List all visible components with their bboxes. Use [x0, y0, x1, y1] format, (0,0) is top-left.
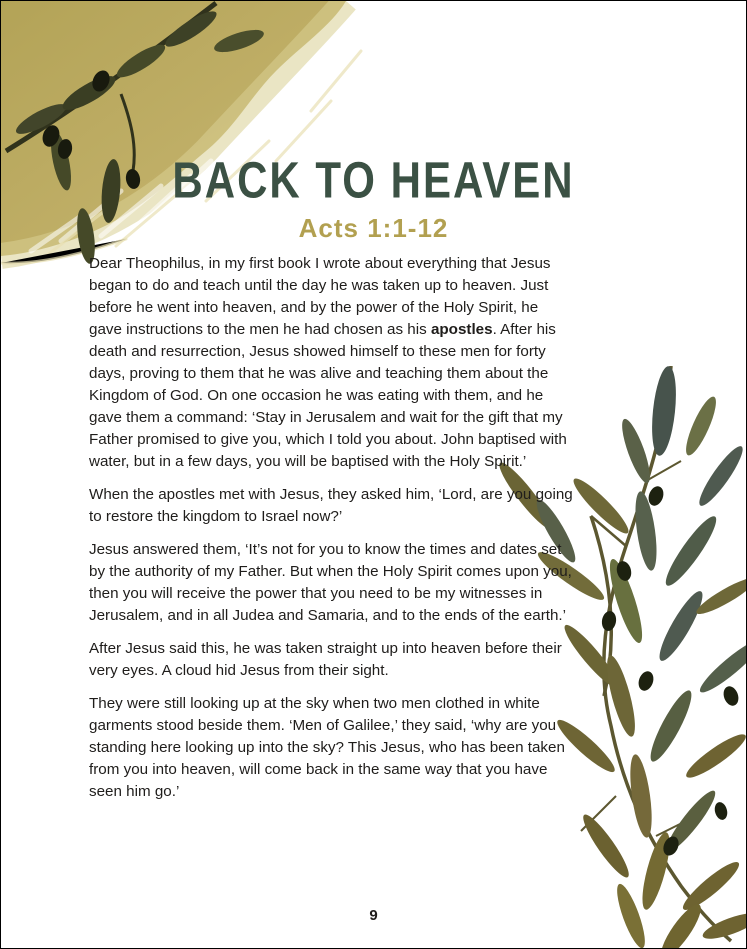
- text-segment: After Jesus said this, he was taken straight up into heaven before their very eyes. A cloud hid Jesus from their sight.: [89, 640, 562, 679]
- text-wrap-spacer: [574, 385, 669, 635]
- text-segment: Jesus answered them, ‘It’s not for you to know the times and dates set by the authority of my Father. But when the Holy Spirit comes upon you, then you will receive the power that you need to be my witnesses in Jerusalem, and in all Judea and Samaria, and to the ends of the earth.’: [89, 541, 572, 624]
- page-header: [1, 151, 746, 244]
- page-footer: [1, 907, 746, 924]
- story-text: [89, 253, 669, 814]
- page-number: 9: [369, 907, 378, 924]
- text-wrap-spacer: [581, 635, 669, 803]
- page-subtitle: Acts 1:1-12: [298, 213, 449, 243]
- bold-term: apostles: [430, 321, 493, 338]
- page-title: BACK TO HEAVEN: [172, 151, 575, 209]
- text-segment: Dear Theophilus, in my first book I wrote about everything that Jesus began to do and teach until the day he was taken up to heaven. Just before he went into heaven, and by the power of the Holy Spirit, he gave instructions to the men he had chosen as his: [89, 255, 551, 338]
- text-segment: When the apostles met with Jesus, they asked him, ‘Lord, are you going to restore the kingdom to Israel now?’: [89, 486, 573, 525]
- text-segment: They were still looking up at the sky when two men clothed in white garments stood beside them. ‘Men of Galilee,’ they said, ‘why are you standing here looking up into the sky? This Jesus, who has been taken from you into heaven, will come back in the same way that you have seen him go.’: [89, 695, 565, 800]
- text-segment: . After his death and resurrection, Jesus showed himself to these men for forty days, proving to them that he was alive and teaching them about the Kingdom of God. On one occasion he was eating with them, and he gave them a command: ‘Stay in Jerusalem and wait for the gift that my Father promised to give you, which I told you about. John baptised with water, but in a few days, you will be baptised with the Holy Spirit.’: [89, 321, 567, 470]
